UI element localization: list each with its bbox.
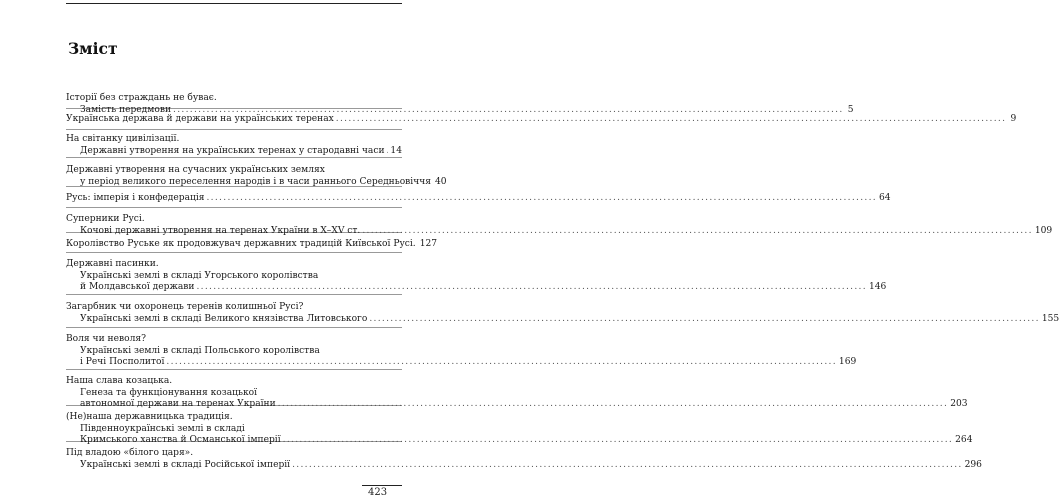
dot-leader [278,399,949,411]
toc-entry[interactable] [66,114,1017,126]
entry-separator [66,207,402,208]
dot-leader [283,435,954,447]
dot-leader [292,460,963,472]
toc-entry-text: у період великого переселення народів і в часи раннього Середньовіччя [80,176,431,187]
toc-entry-title: Державні утворення на сучасних українських землях [66,165,325,175]
toc-entry[interactable] [66,165,447,188]
entry-separator [66,129,402,130]
toc-entry-title: На світанку цивілізації. [66,134,180,144]
toc-entry-title: Українські землі в складі Угорського королівства [80,270,319,281]
toc-entry-text: й Молдавської держави [80,282,195,292]
toc-page-number: 109 [1034,225,1053,236]
toc-entry-last-line [80,313,1059,326]
entry-separator [66,294,402,295]
toc-entry-last-line [66,114,1017,126]
toc-entry[interactable] [66,412,973,447]
toc-entry-title: Південноукраїнські землі в складі [80,423,245,434]
toc-entry-title: Загарбник чи охоронець теренів колишньої Русі? [66,302,304,312]
toc-entry-last-line [80,146,402,158]
toc-entry-last-line [80,176,447,189]
toc-entry[interactable] [66,93,854,116]
toc-page-number: 14 [390,145,402,156]
toc-entry-title: (Не)наша державницька традиція. [66,412,233,422]
footer-rule [362,485,402,486]
entry-separator [66,252,402,253]
toc-page-number: 5 [847,104,854,115]
dot-leader [387,146,389,158]
toc-entry[interactable] [66,302,1059,325]
toc-entry[interactable] [66,239,438,251]
toc-entry-last-line [66,193,891,205]
toc-entry-last-line [80,459,982,472]
dot-leader [166,357,837,369]
toc-entry[interactable] [66,259,887,294]
entry-separator [66,327,402,328]
top-rule [66,3,402,4]
toc-page-number: 296 [964,459,982,470]
toc-page-number: 127 [419,239,438,249]
dot-leader [196,282,867,294]
toc-page-number: 64 [879,193,891,203]
toc-entry-last-line [80,225,1053,238]
page-number: 423 [368,487,388,498]
toc-entry[interactable] [66,334,857,369]
toc-page-number: 264 [955,435,973,445]
toc-entry[interactable] [66,193,891,205]
toc-entry-title: Наша слава козацька. [66,376,173,386]
toc-entry-title: Історії без страждань не буває. [66,93,217,103]
toc-entry[interactable] [66,214,1053,237]
toc-entry-title: Під владою «білого царя». [66,448,194,458]
dot-leader [369,314,1040,326]
toc-page-number: 203 [950,399,968,409]
toc-entry-title: Генеза та функціонування козацької [80,387,258,398]
toc-entry-title: Воля чи неволя? [66,334,146,344]
dot-leader [336,114,1007,126]
toc-entry-title: Українські землі в складі Польського королівства [80,345,320,356]
toc-entry-text: Кримського ханства й Османської імперії [80,435,281,445]
toc-entry-text: Кочові державні утворення на теренах України в X–XV ст. [80,225,361,236]
toc-entry[interactable] [66,448,982,471]
toc-page-number: 146 [868,282,887,292]
dot-leader [206,193,877,205]
toc-page-number: 40 [434,176,447,187]
toc-page-number: 169 [838,357,857,367]
toc-entry-text: Королівство Руське як продовжувач державних традицій Київської Русі. [66,239,416,249]
toc-entry-text: і Речі Посполитої [80,357,165,367]
toc-entry-last-line [80,357,857,369]
toc-entry-text: Українські землі в складі Великого князівства Литовського [80,313,368,324]
toc-entry-last-line [80,435,973,447]
entry-separator [66,157,402,158]
toc-entry-text: Українські землі в складі Російської імперії [80,459,291,470]
toc-entry-text: автономної держави на теренах України [80,399,276,409]
toc-page-number: 155 [1041,313,1059,324]
toc-entry[interactable] [66,376,968,411]
toc-entry-text: Замість передмови [80,104,172,115]
toc-page-number: 9 [1010,114,1017,124]
page-title: Зміст [68,39,118,58]
toc-entry-text: Державні утворення на українських теренах у стародавні часи [80,145,385,156]
toc-entry-title: Державні пасинки. [66,259,159,269]
toc-entry-last-line [80,399,968,411]
toc-entry-last-line [66,239,438,251]
entry-separator [66,369,402,370]
toc-entry-title: Суперники Русі. [66,214,145,224]
toc-entry[interactable] [66,134,402,157]
toc-entry-text: Українська держава й держави на українських теренах [66,114,334,124]
toc-entry-last-line [80,282,887,294]
dot-leader [362,226,1033,238]
toc-entry-text: Русь: імперія і конфедерація [66,193,205,203]
